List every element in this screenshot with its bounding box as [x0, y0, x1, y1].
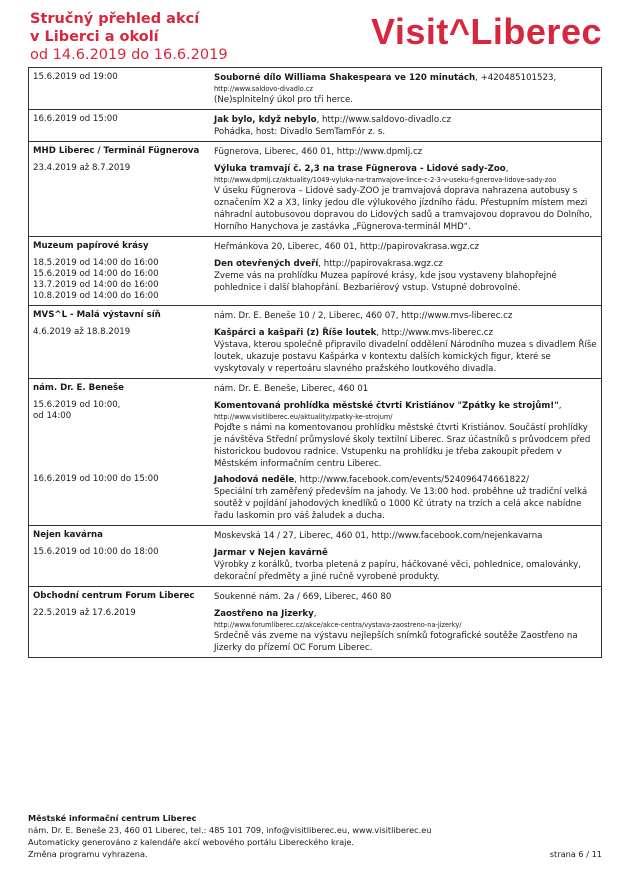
event-contact: , [558, 401, 562, 411]
venue-row [33, 383, 597, 395]
event-url: http://www.saldovo-divadlo.cz [214, 85, 313, 93]
event-row [33, 163, 597, 233]
footer-change-note: Změna programu vyhrazena. [28, 849, 148, 859]
event-description: Zveme vás na prohlídku Muzea papírové krásy, kde jsou vystaveny blahopřejné pohlednice i další blahopřání. Bezbariérový vstup. Vstupné dobrovolné. [214, 271, 557, 293]
visit-liberec-logo: Visit^Liberec [371, 11, 602, 52]
summary-title: Stručný přehled akcí [30, 11, 200, 27]
venue-block [29, 237, 601, 306]
venue-block [29, 110, 601, 142]
venue-address: nám. Dr. E. Beneše 10 / 2, Liberec, 460 07, http://www.mvs-liberec.cz [214, 311, 513, 321]
event-contact: , http://www.mvs-liberec.cz [376, 328, 494, 338]
event-title: Jahodová neděle [214, 475, 295, 485]
footer-generated-note: Automaticky generováno z kalendáře akcí webového portálu Libereckého kraje. [28, 837, 355, 847]
page-footer [28, 812, 602, 860]
page-number: strana 6 / 11 [549, 849, 602, 859]
venue-name: Nejen kavárna [33, 530, 103, 540]
event-date-line: 15.6.2019 od 10:00 do 18:00 [33, 547, 159, 557]
event-description: Výstava, kterou společně připravilo divadelní oddělení Národního muzea s divadlem Říše loutek, ukazuje postavu Kašpárka v kontextu dalších komických figur, které se vyskytovaly v repertoáru slavného pražského loutkového divadla. [214, 340, 597, 374]
venue-block [29, 68, 601, 110]
footer-organization: Městské informační centrum Liberec [28, 813, 197, 823]
venue-name: Obchodní centrum Forum Liberec [33, 591, 195, 601]
venue-row [33, 591, 597, 603]
event-date [33, 400, 214, 470]
event-date [33, 608, 214, 654]
event-contact: , http://www.facebook.com/events/524096474661822/ [294, 475, 529, 485]
event-heading [214, 72, 597, 84]
venue-address: Soukenné nám. 2a / 669, Liberec, 460 80 [214, 592, 392, 602]
event-date [33, 327, 214, 375]
event-heading [214, 258, 597, 270]
event-date [33, 163, 214, 233]
event-heading [214, 114, 597, 126]
event-url: http://www.forumliberec.cz/akce/akce-centra/vystava-zaostreno-na-jizerky/ [214, 621, 462, 629]
event-title: Kašpárci a kašpaři (z) Říše loutek [214, 328, 377, 338]
venue-address: Moskevská 14 / 27, Liberec, 460 01, http://www.facebook.com/nejenkavarna [214, 531, 543, 541]
event-date-line: 15.6.2019 od 19:00 [33, 72, 118, 82]
event-contact: , +420485101523, [475, 73, 557, 83]
event-description: Pojďte s námi na komentovanou prohlídku městské čtvrti Kristiánov. Součástí prohlídky je návštěva Střední průmyslové školy textilní Liberec. Sraz účastníků s průvodcem před historickou budovou radnice. Vstupenku na prohlídku je třeba zakoupit předem v Městském informačním centru Liberec. [214, 423, 591, 469]
event-details [214, 258, 597, 302]
event-title: Souborné dílo Williama Shakespeara ve 120 minutách [214, 73, 476, 83]
event-date-line: 16.6.2019 od 10:00 do 15:00 [33, 474, 159, 484]
venue-block [29, 526, 601, 587]
venue-name: nám. Dr. E. Beneše [33, 383, 124, 393]
date-range: od 14.6.2019 do 16.6.2019 [30, 47, 228, 63]
event-row [33, 327, 597, 375]
event-row [33, 258, 597, 302]
event-description: Speciální trh zaměřený především na jahody. Ve 13:00 hod. proběhne už tradiční velká soutěž v pojídání jahodových knedlíků o 1000 Kč útraty na trzích a celá akce nabídne řadu laskomin pro váš žaludek a ducha. [214, 487, 588, 521]
events-table [28, 67, 602, 658]
event-details [214, 72, 597, 106]
event-date-line: 18.5.2019 od 14:00 do 16:00 [33, 258, 159, 268]
venue-address: Heřmánkova 20, Liberec, 460 01, http://papirovakrasa.wgz.cz [214, 242, 479, 252]
event-description: Srdečně vás zveme na výstavu nejlepších snímků fotografické soutěže Zaostřeno na Jizerky do přízemí OC Forum Liberec. [214, 631, 578, 653]
event-date [33, 547, 214, 583]
event-title: Zaostřeno na Jizerky [214, 609, 314, 619]
event-description: Výrobky z korálků, tvorba pletená z papíru, háčkované věci, pohlednice, omalovánky, dekorační předměty a jiné ručně vyrobené produkty. [214, 560, 581, 582]
venue-address: nám. Dr. E. Beneše, Liberec, 460 01 [214, 384, 369, 394]
event-contact: , http://papirovakrasa.wgz.cz [318, 259, 443, 269]
event-url: http://www.visitliberec.eu/aktuality/zpatky-ke-strojum/ [214, 413, 393, 421]
event-date [33, 258, 214, 302]
event-date-line: 16.6.2019 od 15:00 [33, 114, 118, 124]
event-heading [214, 608, 597, 620]
event-row [33, 474, 597, 522]
event-date-line: 13.7.2019 od 14:00 do 16:00 [33, 280, 159, 290]
event-heading [214, 400, 597, 412]
event-contact: , [313, 609, 317, 619]
venue-address: Fügnerova, Liberec, 460 01, http://www.dpmlj.cz [214, 147, 423, 157]
event-date [33, 474, 214, 522]
event-row [33, 608, 597, 654]
venue-block [29, 379, 601, 526]
event-heading [214, 547, 597, 559]
summary-subtitle: v Liberci a okolí [30, 29, 159, 45]
venue-block [29, 587, 601, 657]
event-title: Výluka tramvají č. 2,3 na trase Fügnerova - Lidové sady-Zoo [214, 164, 506, 174]
event-details [214, 400, 597, 470]
event-description: Pohádka, host: Divadlo SemTamFór z. s. [214, 127, 386, 137]
event-date-line: 10.8.2019 od 14:00 do 16:00 [33, 291, 159, 301]
page-header [30, 10, 602, 66]
venue-row [33, 146, 597, 158]
event-date [33, 72, 214, 106]
event-description: V úseku Fügnerova – Lidové sady-ZOO je tramvajová doprava nahrazena autobusy s označením X2 a X3, linky jedou dle výlukového jízdního řádu. Přestupním místem mezi náhradní autobusovou dopravou do Lidových sadů a tramvajovou dopravou do Dolního, Horního Hanychova je zastávka „Fügnerova-terminál MHD“. [214, 186, 593, 232]
venue-name: MVS^L - Malá výstavní síň [33, 310, 161, 320]
event-heading [214, 163, 597, 175]
event-heading [214, 327, 597, 339]
event-title: Den otevřených dveří [214, 259, 319, 269]
event-title: Jak bylo, když nebylo [214, 115, 317, 125]
event-row [33, 400, 597, 470]
event-details [214, 114, 597, 138]
event-row [33, 547, 597, 583]
venue-block [29, 142, 601, 237]
event-contact: , http://www.saldovo-divadlo.cz [316, 115, 451, 125]
event-details [214, 547, 597, 583]
event-description: (Ne)splnitelný úkol pro tři herce. [214, 95, 354, 105]
event-title: Jarmar v Nejen kavárně [214, 548, 328, 558]
venue-name: Muzeum papírové krásy [33, 241, 149, 251]
event-url: http://www.dpmlj.cz/aktuality/1049-vyluka-na-tramvajove-lince-c-2-3-v-useku-f-gnerova-lidove-sady-zoo [214, 176, 557, 184]
event-date-line: 23.4.2019 až 8.7.2019 [33, 163, 131, 173]
event-row [33, 72, 597, 106]
event-details [214, 608, 597, 654]
event-date-line: 15.6.2019 od 14:00 do 16:00 [33, 269, 159, 279]
event-details [214, 327, 597, 375]
event-row [33, 114, 597, 138]
venue-block [29, 306, 601, 379]
event-date-line: 22.5.2019 až 17.6.2019 [33, 608, 136, 618]
event-date-line: 4.6.2019 až 18.8.2019 [33, 327, 131, 337]
event-contact: , [505, 164, 509, 174]
venue-row [33, 310, 597, 322]
venue-row [33, 241, 597, 253]
event-title: Komentovaná prohlídka městské čtvrti Kristiánov "Zpátky ke strojům!" [214, 401, 559, 411]
venue-row [33, 530, 597, 542]
event-date [33, 114, 214, 138]
venue-name: MHD Liberec / Terminál Fügnerova [33, 146, 200, 156]
event-details [214, 163, 597, 233]
event-date-line: 15.6.2019 od 10:00, [33, 400, 121, 410]
event-date-line: od 14:00 [33, 411, 72, 421]
footer-contact: nám. Dr. E. Beneše 23, 460 01 Liberec, tel.: 485 101 709, info@visitliberec.eu, www.visitliberec.eu [28, 825, 432, 835]
event-details [214, 474, 597, 522]
event-heading [214, 474, 597, 486]
